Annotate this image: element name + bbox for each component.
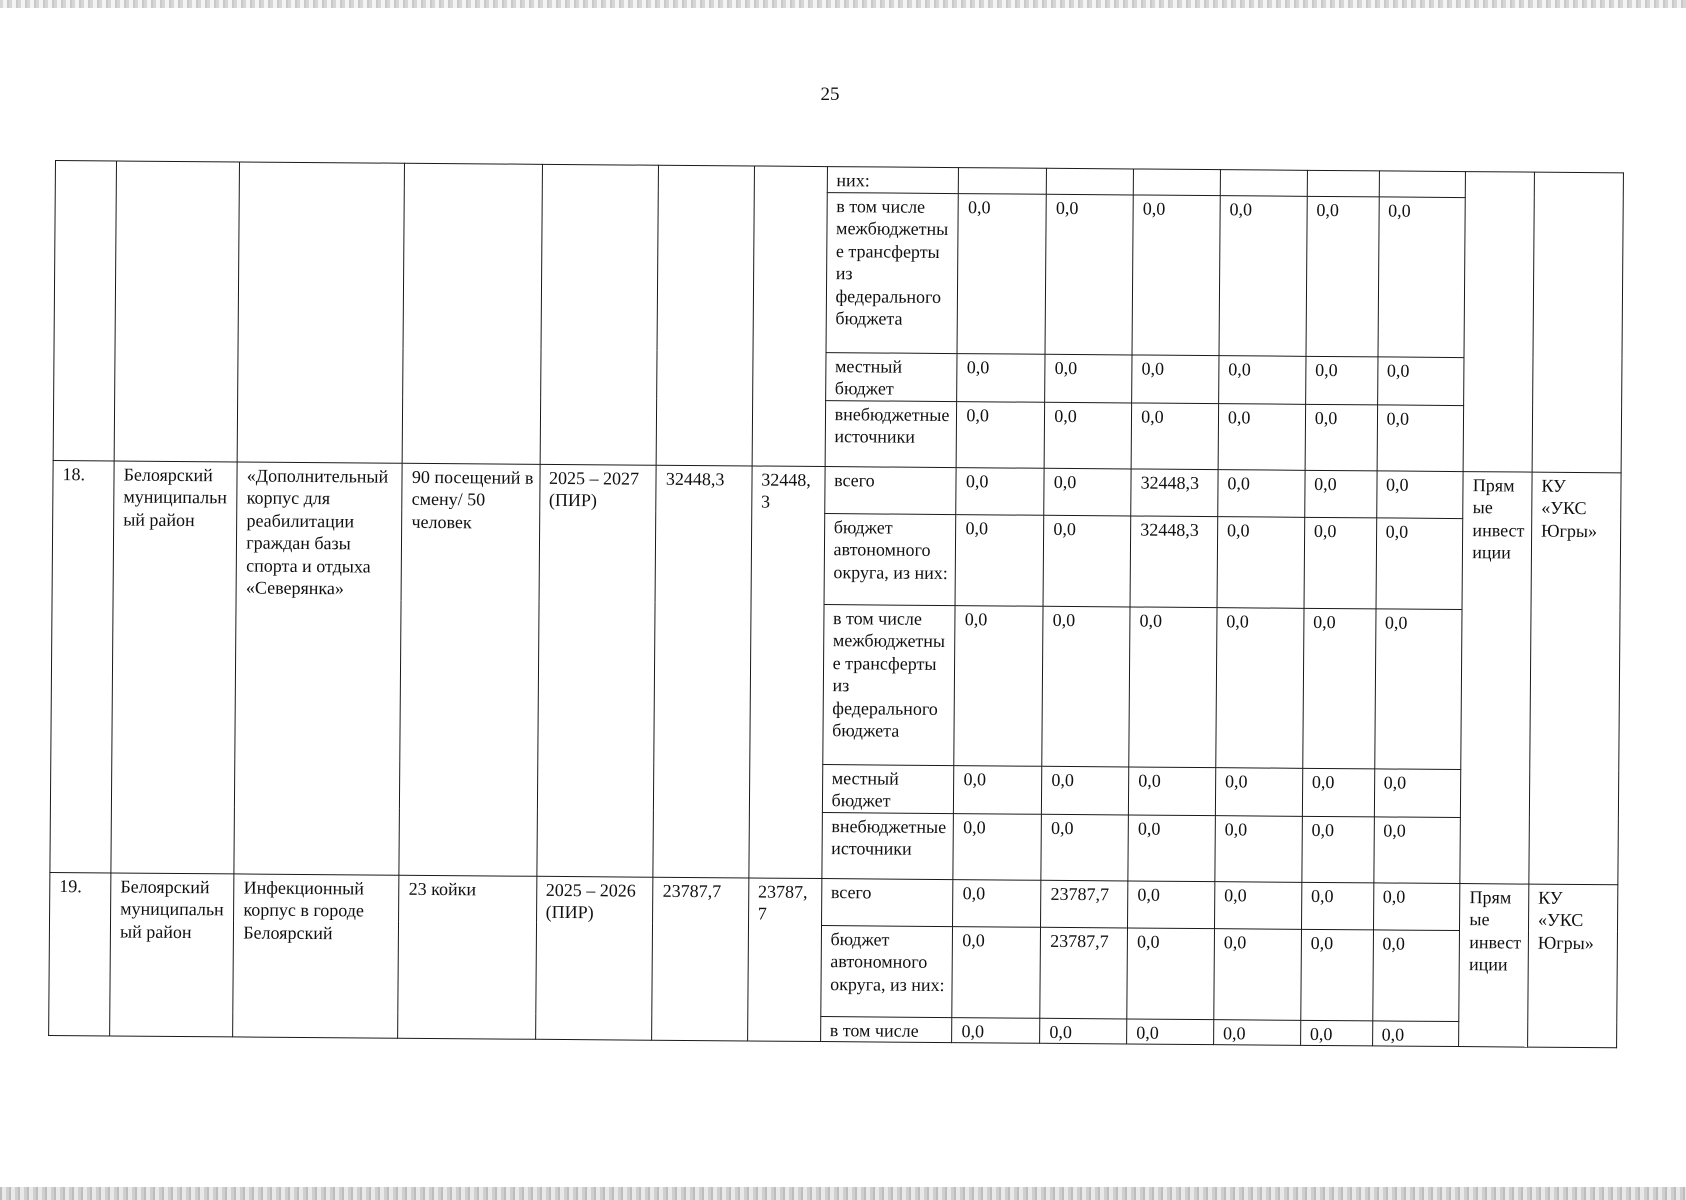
funding-value: 0,0 <box>1302 816 1374 883</box>
funding-value: 0,0 <box>1219 195 1307 356</box>
funding-value: 0,0 <box>1214 928 1302 1020</box>
funding-value: 0,0 <box>1301 882 1373 930</box>
funding-source-label: внебюджетные источники <box>825 400 957 467</box>
funding-value: 0,0 <box>1373 882 1460 930</box>
mechanism-cell: Прямые инвестиции <box>1460 471 1532 884</box>
funding-value: 0,0 <box>1378 196 1466 357</box>
funding-value: 0,0 <box>1215 815 1302 882</box>
funding-value: 0,0 <box>957 401 1045 468</box>
funding-value: 0,0 <box>954 605 1043 766</box>
funding-value: 0,0 <box>1129 766 1216 815</box>
funding-value: 0,0 <box>1214 881 1301 929</box>
municipality-cell: Белоярский муниципальный район <box>110 872 235 1036</box>
funding-value: 0,0 <box>1306 196 1379 357</box>
funding-value: 23787,7 <box>1041 880 1128 928</box>
customer-cell <box>1532 172 1623 472</box>
object-cell: «Дополнительный корпус для реабилитации граждан базы спорта и отдыха «Северянка» <box>234 461 402 874</box>
remaining-cost-cell <box>752 166 827 466</box>
funding-value: 0,0 <box>1041 814 1128 881</box>
municipality-cell: Белоярский муниципальный район <box>111 460 237 873</box>
budget-table-sheet <box>48 160 1624 1055</box>
period-cell: 2025 – 2027 (ПИР) <box>536 464 656 877</box>
funding-value: 0,0 <box>1374 768 1461 817</box>
funding-value: 0,0 <box>1373 816 1460 883</box>
funding-value: 0,0 <box>1377 404 1464 471</box>
funding-value: 0,0 <box>954 765 1042 814</box>
funding-value: 0,0 <box>1377 356 1464 405</box>
funding-value: 0,0 <box>1042 766 1129 815</box>
page-number: 25 <box>820 84 840 105</box>
funding-value: 0,0 <box>1218 403 1305 470</box>
funding-value <box>1379 171 1466 197</box>
municipality-cell <box>114 161 240 461</box>
funding-value: 0,0 <box>1131 402 1218 469</box>
mechanism-cell: Прямые инвестиции <box>1459 883 1529 1047</box>
funding-value: 0,0 <box>953 879 1041 927</box>
funding-value: 0,0 <box>952 926 1041 1018</box>
funding-value: 0,0 <box>1216 607 1304 768</box>
object-cell: Инфекционный корпус в городе Белоярский <box>233 873 399 1038</box>
funding-value: 0,0 <box>1132 194 1220 355</box>
funding-value: 0,0 <box>1376 517 1464 609</box>
funding-source-label: внебюджетные источники <box>821 812 953 879</box>
funding-value: 0,0 <box>1304 517 1377 609</box>
funding-value: 0,0 <box>1044 402 1131 469</box>
period-cell: 2025 – 2026 (ПИР) <box>535 876 653 1040</box>
funding-source-label: них: <box>827 167 959 194</box>
funding-value: 0,0 <box>1042 606 1130 767</box>
funding-value: 0,0 <box>1045 354 1132 403</box>
number-cell: 19. <box>49 872 111 1036</box>
funding-value: 0,0 <box>957 353 1045 402</box>
scan-edge-top <box>0 0 1686 8</box>
funding-value: 0,0 <box>1305 404 1377 471</box>
funding-value: 23787,7 <box>1040 927 1128 1019</box>
funding-value: 0,0 <box>1304 470 1376 518</box>
funding-value: 0,0 <box>1301 929 1374 1021</box>
funding-value: 0,0 <box>1302 608 1375 769</box>
funding-value <box>1133 169 1220 195</box>
period-cell <box>540 164 659 464</box>
funding-value: 0,0 <box>956 467 1044 515</box>
funding-value <box>959 168 1047 194</box>
cost-cell: 23787,7 <box>652 877 749 1041</box>
funding-value: 0,0 <box>1043 515 1131 607</box>
cost-cell: 32448,3 <box>653 465 752 878</box>
funding-value: 0,0 <box>1219 355 1306 404</box>
funding-value: 0,0 <box>1372 929 1460 1021</box>
budget-table <box>48 160 1624 1048</box>
funding-source-label: бюджет автономного округа, из них: <box>824 513 957 605</box>
funding-value: 0,0 <box>1128 880 1215 928</box>
funding-value: 32448,3 <box>1130 515 1218 607</box>
funding-value: 0,0 <box>952 1017 1040 1043</box>
funding-value: 0,0 <box>1214 1019 1301 1045</box>
funding-source-label: всего <box>821 878 953 926</box>
scan-edge-bottom <box>0 1187 1686 1200</box>
object-cell <box>237 162 404 463</box>
customer-cell: КУ «УКС Югры» <box>1529 472 1621 885</box>
funding-source-label: местный бюджет <box>825 352 957 401</box>
funding-value <box>1307 170 1379 196</box>
funding-value: 0,0 <box>1129 606 1217 767</box>
capacity-cell: 90 посещений в смену/ 50 человек <box>399 463 539 876</box>
number-cell: 18. <box>50 460 114 872</box>
funding-value: 0,0 <box>955 514 1044 606</box>
funding-source-label: в том числе межбюджетные трансферты из федерального бюджета <box>826 192 959 353</box>
funding-value: 0,0 <box>1127 927 1215 1019</box>
remaining-cost-cell: 32448,3 <box>749 465 825 878</box>
funding-source-label: в том числе межбюджетные трансферты из федерального бюджета <box>822 604 955 765</box>
funding-value: 0,0 <box>1374 608 1462 769</box>
number-cell <box>53 161 116 461</box>
funding-value <box>1047 168 1134 194</box>
funding-source-label: бюджет автономного округа, из них: <box>820 925 953 1017</box>
funding-value: 0,0 <box>1372 1020 1459 1046</box>
funding-source-label: всего <box>824 466 956 514</box>
funding-value: 0,0 <box>1302 768 1374 817</box>
funding-value: 0,0 <box>1218 469 1305 517</box>
remaining-cost-cell: 23787,7 <box>747 877 821 1041</box>
funding-value <box>1220 170 1307 196</box>
mechanism-cell <box>1463 172 1534 472</box>
funding-value: 0,0 <box>1217 516 1305 608</box>
funding-value: 0,0 <box>1305 356 1377 405</box>
funding-source-label: местный бюджет <box>822 764 954 813</box>
funding-source-label: в том числе <box>820 1016 952 1043</box>
funding-value: 0,0 <box>1127 1018 1214 1044</box>
funding-value: 0,0 <box>1215 767 1302 816</box>
capacity-cell <box>403 163 543 464</box>
funding-value: 32448,3 <box>1131 468 1218 516</box>
funding-value: 0,0 <box>1045 194 1133 355</box>
funding-value: 0,0 <box>1376 470 1463 518</box>
funding-value: 0,0 <box>1128 814 1215 881</box>
customer-cell: КУ «УКС Югры» <box>1528 884 1618 1048</box>
funding-value: 0,0 <box>1300 1020 1372 1046</box>
funding-value: 0,0 <box>1044 468 1131 516</box>
funding-value: 0,0 <box>1132 354 1219 403</box>
funding-value: 0,0 <box>953 813 1041 880</box>
funding-value: 0,0 <box>1040 1018 1127 1044</box>
funding-value: 0,0 <box>957 193 1046 354</box>
capacity-cell: 23 койки <box>398 875 536 1040</box>
cost-cell <box>656 165 754 465</box>
